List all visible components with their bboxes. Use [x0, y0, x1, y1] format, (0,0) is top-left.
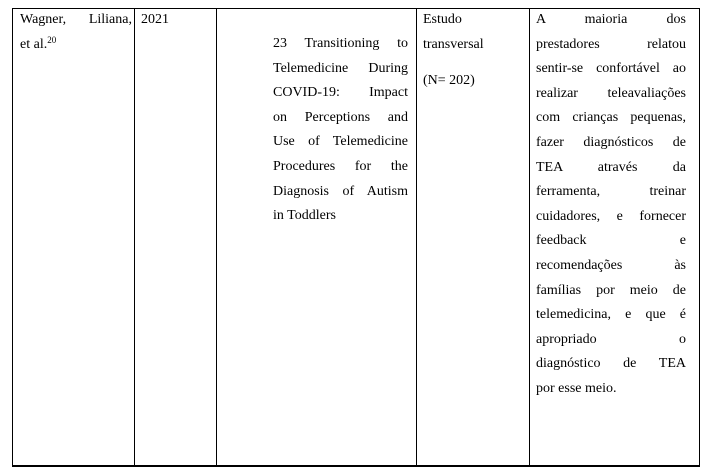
title-line: in Toddlers: [273, 208, 336, 224]
author-cell: [20, 8, 132, 57]
column-border-3: [416, 8, 417, 467]
column-border-4: [529, 8, 530, 467]
result-line: feedback e: [536, 233, 686, 249]
result-line: cuidadores, e fornecer: [536, 208, 686, 224]
design-spacer: [423, 57, 523, 69]
title-line: Procedures for the: [273, 158, 408, 174]
title-line: Use of Telemedicine: [273, 134, 408, 150]
title-line: 23 Transitioning to: [273, 36, 408, 51]
title-line: COVID-19: Impact: [273, 85, 408, 101]
column-border-1: [134, 8, 135, 467]
result-line: recomendações às: [536, 257, 686, 273]
year-value: 2021: [141, 12, 169, 27]
result-line: ferramenta, treinar: [536, 184, 686, 200]
result-line: prestadores relatou: [536, 36, 686, 52]
title-line: on Perceptions and: [273, 109, 408, 125]
result-line: por esse meio.: [536, 380, 617, 396]
year-cell: [141, 8, 211, 33]
column-border-left: [12, 8, 13, 467]
column-border-right: [699, 8, 700, 467]
result-line: fazer diagnósticos de: [536, 134, 686, 150]
result-line: com crianças pequenas,: [536, 110, 686, 126]
table-bottom-border: [12, 465, 700, 467]
design-type-line: Estudo: [423, 12, 462, 27]
result-line: realizar teleavaliações: [536, 85, 686, 101]
result-line: A maioria dos: [536, 12, 686, 27]
column-border-2: [216, 8, 217, 467]
design-type-line: transversal: [423, 36, 484, 52]
author-line: [20, 33, 132, 58]
result-line: TEA através da: [536, 159, 686, 175]
author-line: Wagner, Liliana,: [20, 12, 132, 27]
result-line: apropriado o: [536, 331, 686, 347]
result-line: famílias por meio de: [536, 282, 686, 298]
title-line: Telemedicine During: [273, 60, 408, 76]
author-et-al: et al.: [20, 36, 48, 52]
result-line: diagnóstico de TEA: [536, 356, 686, 372]
design-cell: [423, 8, 523, 94]
citation-superscript: 20: [47, 34, 57, 45]
title-cell: [273, 32, 408, 229]
result-line: telemedicina, e que é: [536, 307, 686, 323]
result-line: sentir-se confortável ao: [536, 61, 686, 77]
title-line: Diagnosis of Autism: [273, 183, 408, 199]
results-cell: [536, 8, 686, 402]
sample-size: (N= 202): [423, 73, 475, 89]
